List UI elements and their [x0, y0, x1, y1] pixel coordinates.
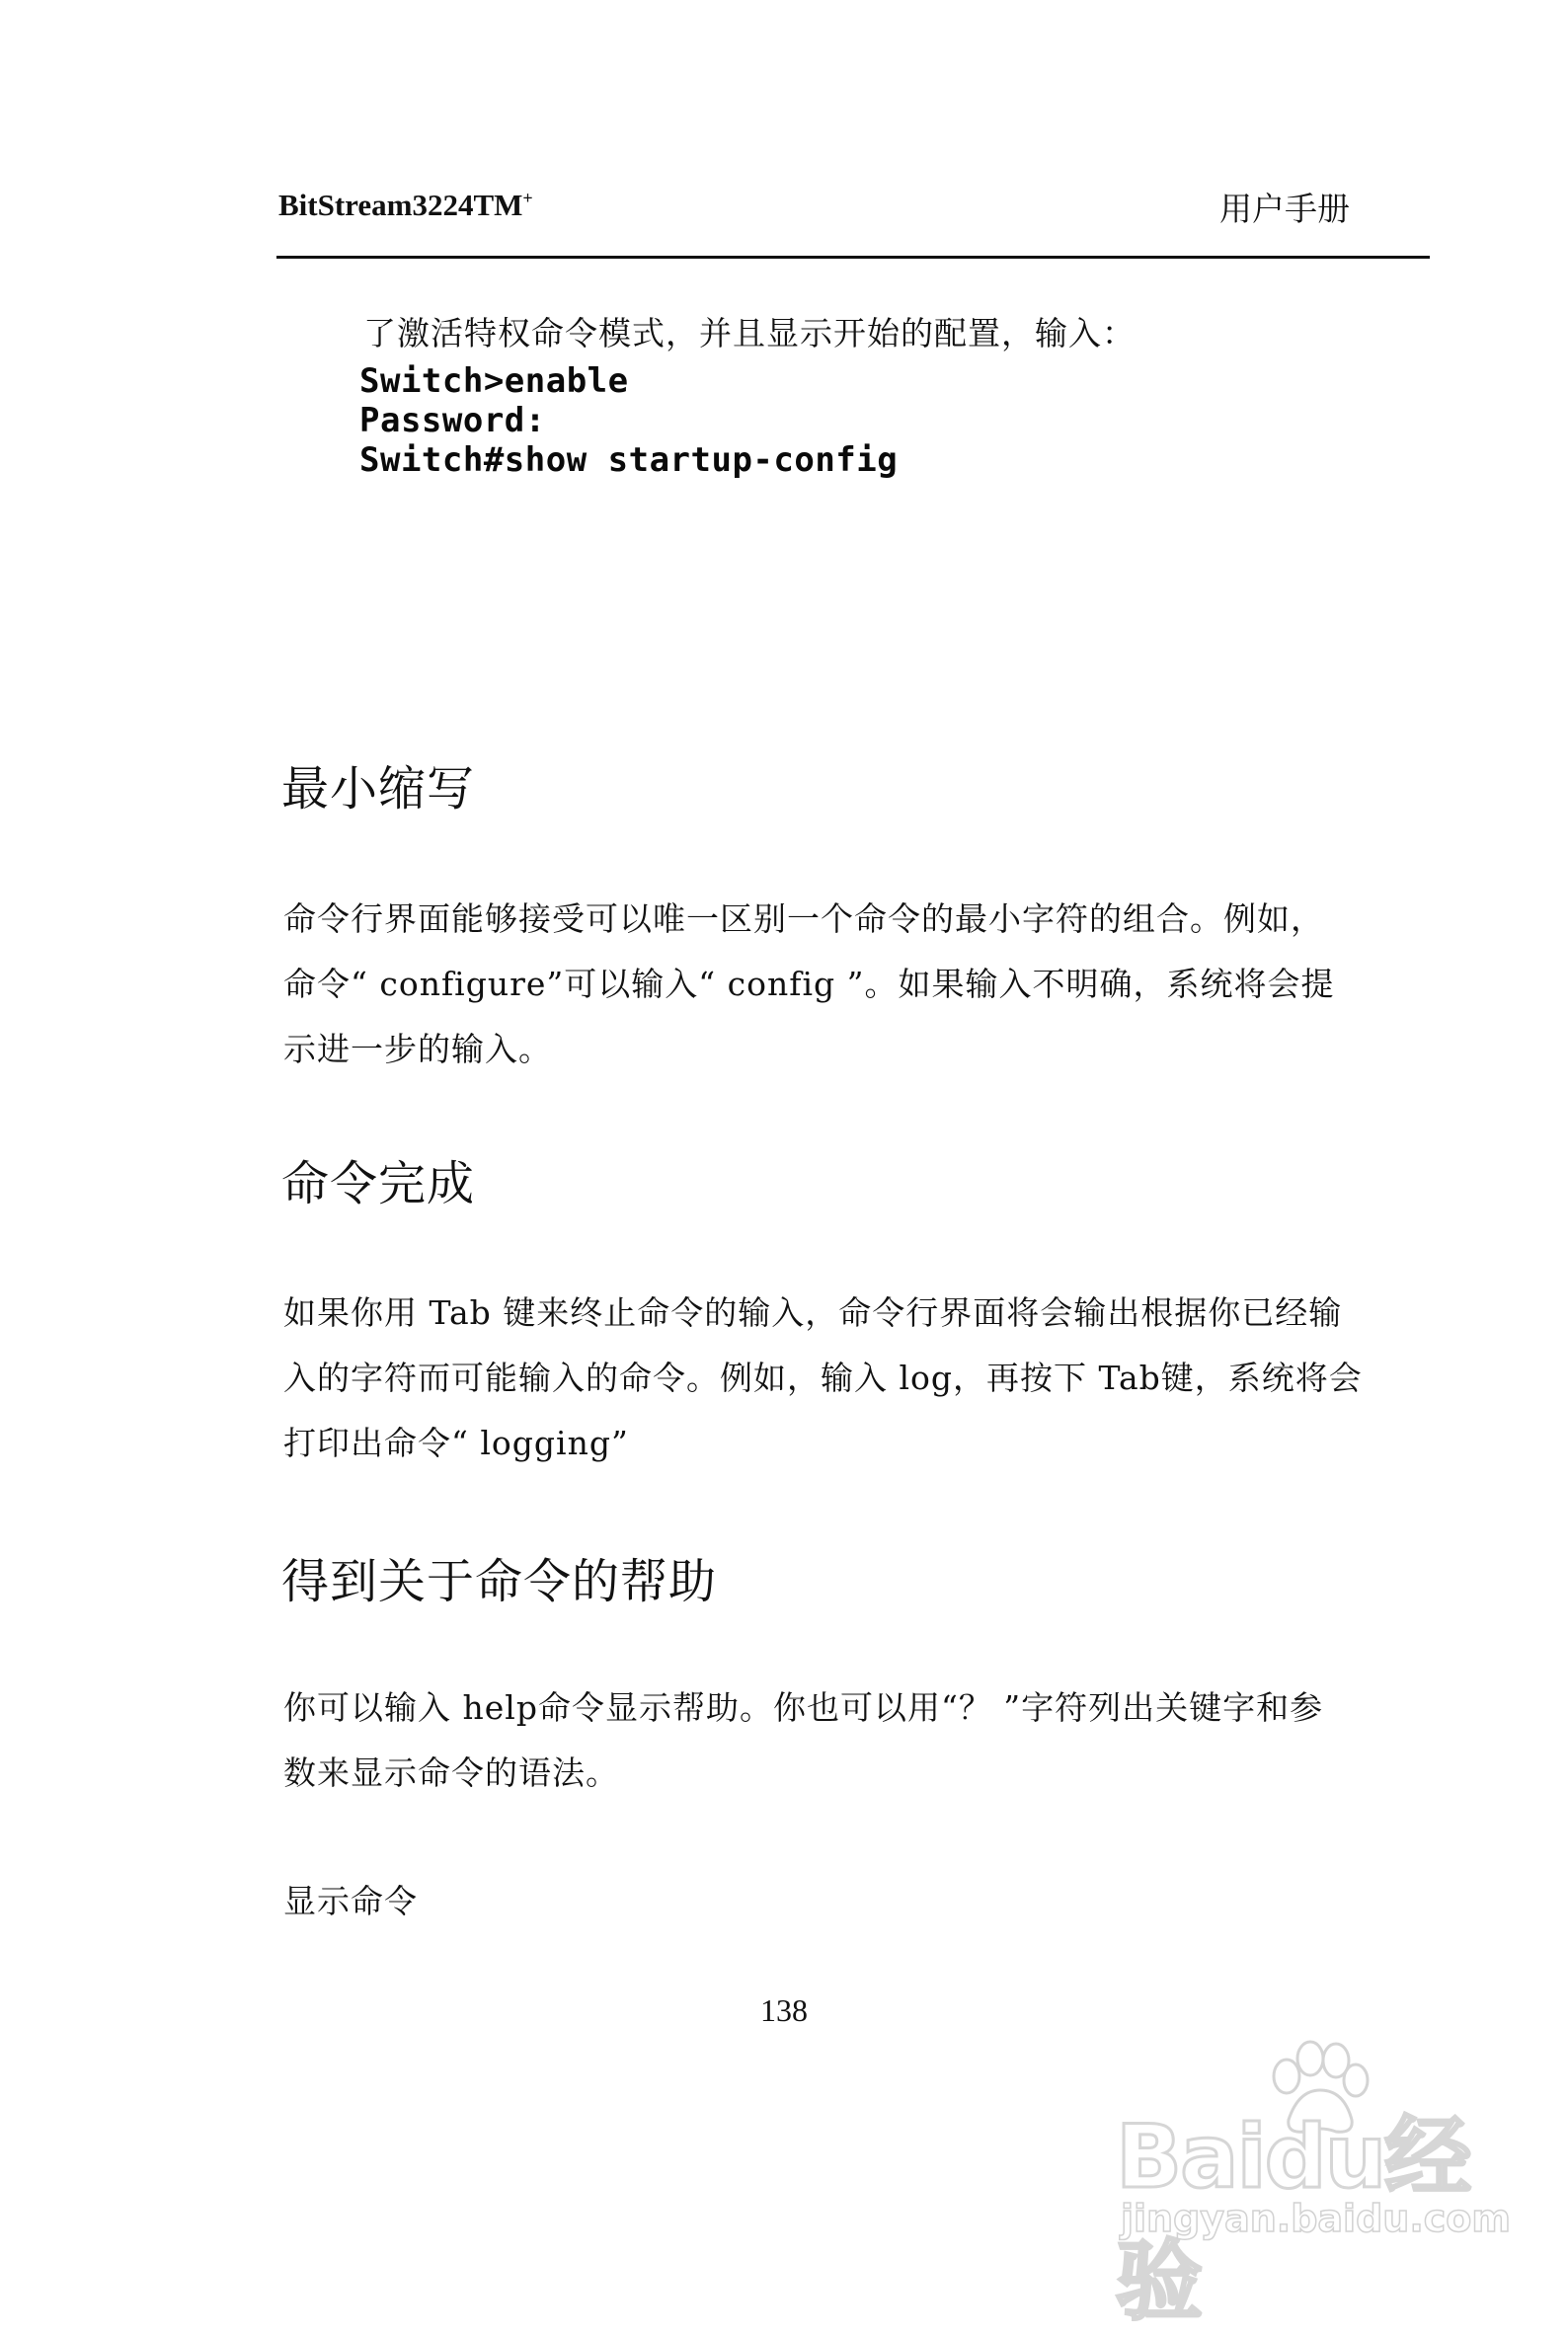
code-line: Password:: [359, 401, 546, 440]
watermark-brand: Baidu经验: [1116, 2106, 1470, 2332]
baidu-jingyan-watermark: [1116, 2039, 1511, 2332]
paragraph-line: 示进一步的输入。: [283, 1030, 552, 1068]
paragraph-line: 你可以输入 help命令显示帮助。你也可以用“？ ”字符列出关键字和参: [283, 1688, 1324, 1727]
header-manual-title: 用户手册: [1219, 190, 1350, 228]
paragraph-line: 入的字符而可能输入的命令。例如，输入 log，再按下 Tab键，系统将会: [283, 1359, 1363, 1397]
paragraph-line: 命令行界面能够接受可以唯一区别一个命令的最小字符的组合。例如，: [283, 899, 1324, 938]
watermark-url: jingyan.baidu.com: [1121, 2197, 1511, 2240]
code-block: [359, 361, 898, 480]
header-product-name: BitStream3224TM+: [278, 188, 533, 222]
section-title-command-help: 得到关于命令的帮助: [281, 1554, 718, 1609]
subhead-show-commands: 显示命令: [283, 1882, 418, 1920]
header-product-superscript: +: [522, 188, 533, 208]
code-line: Switch#show startup-config: [359, 440, 899, 480]
section-paragraph-command-completion: [283, 1281, 1439, 1476]
section-paragraph-command-help: [283, 1675, 1439, 1806]
header-divider: [276, 256, 1430, 259]
section-title-min-abbreviation: 最小缩写: [281, 761, 476, 817]
paragraph-line: 打印出命令“ logging”: [283, 1424, 629, 1462]
paragraph-line: 如果你用 Tab 键来终止命令的输入，命令行界面将会输出根据你已经输: [283, 1293, 1343, 1332]
page-number: 138: [760, 1992, 808, 2028]
paragraph-line: 数来显示命令的语法。: [283, 1753, 619, 1792]
paragraph-line: 命令“ configure”可以输入“ config ”。如果输入不明确，系统将会提: [283, 965, 1335, 1003]
intro-text: 了激活特权命令模式，并且显示开始的配置，输入：: [363, 314, 1136, 352]
section-paragraph-min-abbreviation: [283, 887, 1439, 1082]
code-line: Switch>enable: [359, 361, 629, 401]
page-header: [278, 188, 1350, 237]
section-title-command-completion: 命令完成: [281, 1156, 476, 1211]
